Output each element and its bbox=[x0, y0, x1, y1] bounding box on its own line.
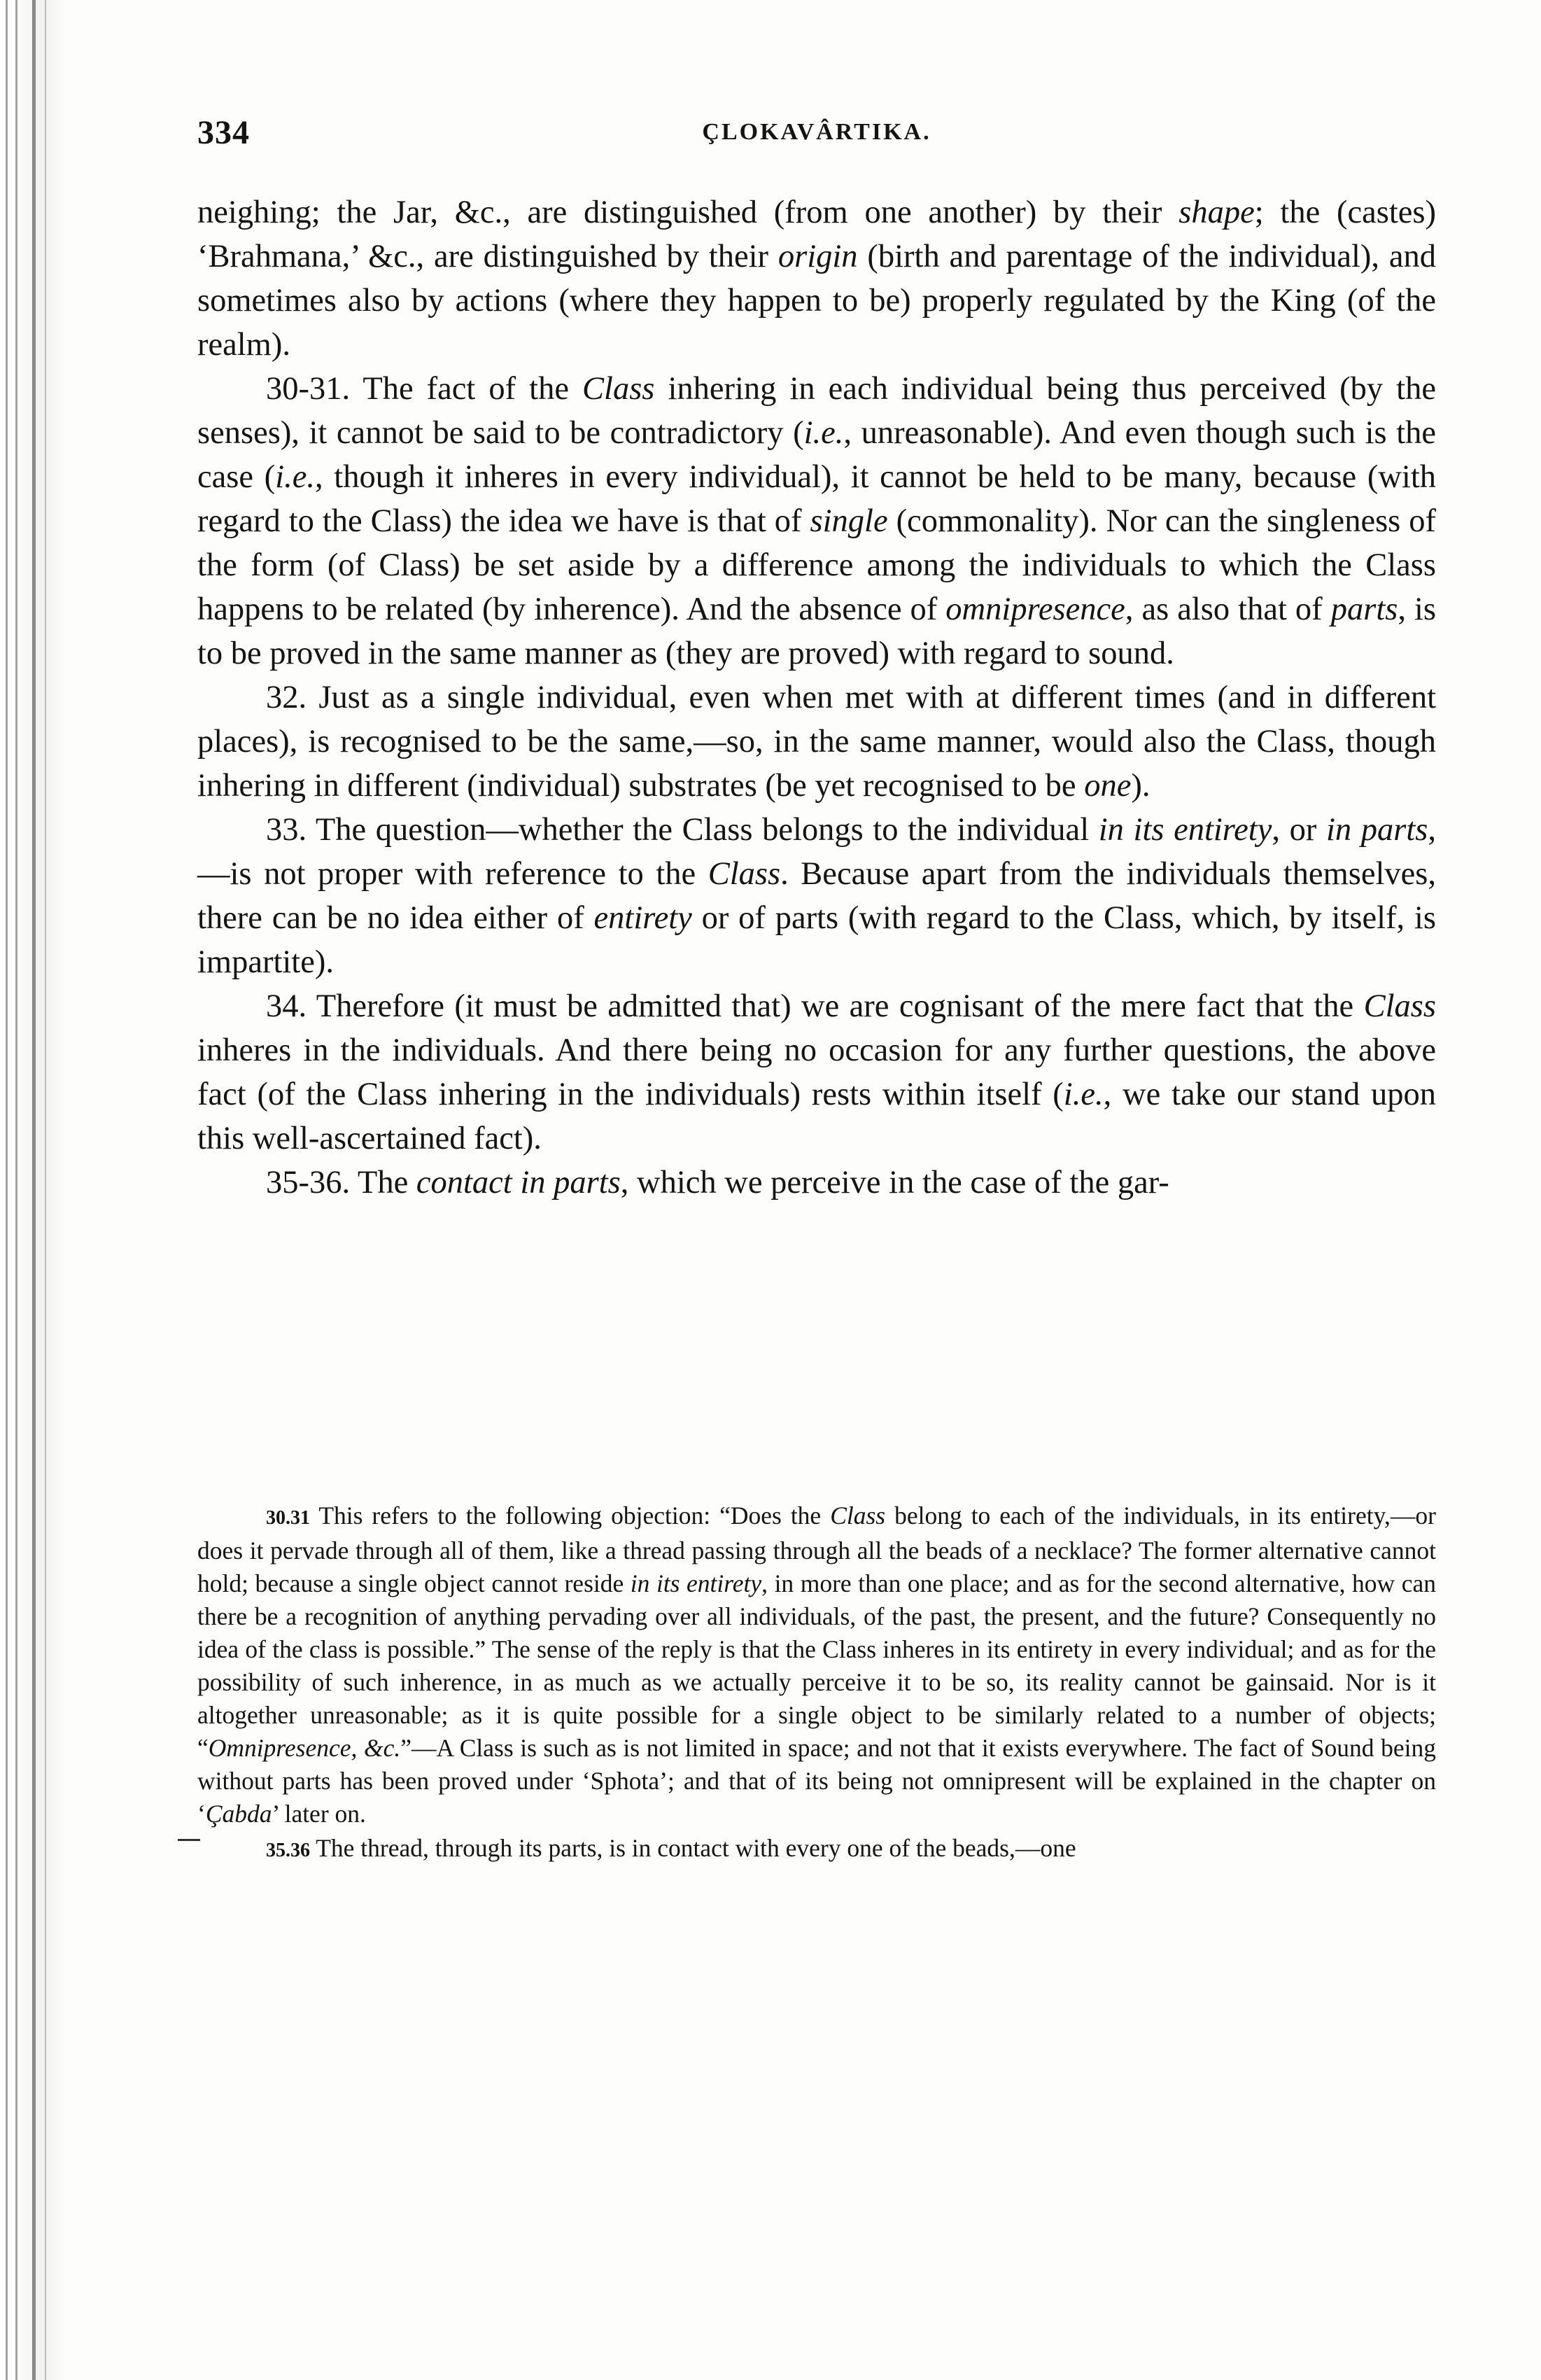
italic-text: i.e. bbox=[1063, 1077, 1104, 1112]
text-run: neighing; the Jar, &c., are distinguished (from one another) by their bbox=[197, 195, 1179, 230]
gutter-line bbox=[15, 0, 17, 2380]
text-run: The thread, through its parts, is in contact with every one of the beads,—one bbox=[310, 1834, 1076, 1862]
text-run: inheres in the individuals. And there being no occasion for any further questions, the above fact (of the Class inhering in the individuals) rests within itself ( bbox=[197, 1032, 1436, 1112]
book-binding-edge bbox=[0, 0, 63, 2380]
verse-number: 35-36. bbox=[266, 1165, 351, 1200]
italic-text: i.e. bbox=[803, 415, 844, 451]
italic-text: omnipresence bbox=[945, 592, 1125, 627]
footnote-marker: 35.36 bbox=[266, 1840, 310, 1861]
text-run: , which we perceive in the case of the gar- bbox=[620, 1165, 1169, 1200]
text-run: . Because apart from the individuals themselves, there can be no idea either of bbox=[197, 856, 1437, 936]
italic-text: Class bbox=[830, 1502, 886, 1530]
text-run: ; the (castes) ‘Brahmana,’ &c., are distinguished by their bbox=[197, 195, 1436, 274]
paragraph-continuation bbox=[197, 190, 1436, 367]
running-title: ÇLOKAVÂRTIKA. bbox=[702, 119, 931, 145]
verse-32 bbox=[197, 676, 1436, 808]
footnote-rule bbox=[178, 1839, 200, 1841]
italic-text: Class bbox=[1363, 988, 1436, 1024]
footnote-30-31 bbox=[197, 1499, 1436, 1830]
verse-33 bbox=[197, 808, 1436, 984]
verse-30-31 bbox=[197, 367, 1436, 676]
italic-text: entirety bbox=[593, 900, 692, 936]
italic-text: Class bbox=[708, 856, 781, 892]
text-run: Therefore (it must be admitted that) we are cognisant of the mere fact that the bbox=[307, 988, 1364, 1024]
italic-text: contact in parts bbox=[416, 1165, 621, 1200]
text-run: , is to be proved in the same manner as (they are proved) with regard to sound. bbox=[197, 592, 1437, 671]
verse-34 bbox=[197, 984, 1436, 1161]
text-run: The fact of the bbox=[350, 371, 583, 407]
text-run: The bbox=[350, 1165, 416, 1200]
page-number: 334 bbox=[197, 114, 250, 151]
text-run: inhering in each individual being thus perceived (by the senses), it cannot be said to be contradictory ( bbox=[197, 371, 1436, 451]
verse-35-36 bbox=[197, 1161, 1436, 1205]
footnote-marker: 30.31 bbox=[266, 1507, 310, 1529]
italic-text: shape bbox=[1178, 195, 1255, 230]
italic-text: in its entirety bbox=[1098, 812, 1272, 848]
italic-text: single bbox=[810, 503, 888, 539]
verse-number: 33. bbox=[266, 812, 307, 848]
gutter-line bbox=[45, 0, 46, 2380]
italic-text: one bbox=[1084, 768, 1132, 804]
text-run: This refers to the following objection: “Does the bbox=[310, 1502, 831, 1530]
footnote-35-36 bbox=[197, 1832, 1436, 1867]
text-run: (commonality). Nor can the singleness of the form (of Class) be set aside by a difference among the individuals to which the Class happens to be related (by inherence). And the absence of bbox=[197, 503, 1436, 627]
text-run: ”—A Class is such as is not limited in space; and not that it exists everywhere. The fact of Sound being without parts has been proved under ‘Sphota’; and that of its being not omnipresent will be explained in the chapter on ‘ bbox=[197, 1734, 1436, 1828]
text-run: or of parts (with regard to the Class, which, by itself, is impartite). bbox=[197, 900, 1436, 980]
italic-text: i.e. bbox=[275, 459, 315, 495]
text-run: ’ later on. bbox=[272, 1800, 366, 1828]
verse-number: 30-31. bbox=[266, 371, 351, 407]
text-run: , or bbox=[1272, 812, 1326, 848]
text-run: , in more than one place; and as for the second alternative, how can there be a recognition of anything pervading over all individuals, of the past, the present, and the future? Consequently no idea of the class is possible.” The sense of the reply is that the Class inheres in its entirety in every individual; and as for the possibility of such inherence, in as much as we actually perceive it to be so, its reality cannot be gainsaid. Nor is it altogether unreasonable; as it is quite possible for a single object to be similarly related to a number of objects; “ bbox=[197, 1569, 1436, 1762]
page-header bbox=[197, 113, 1436, 169]
text-run: , unreasonable). And even though such is the case ( bbox=[197, 415, 1436, 495]
text-run: , we take our stand upon this well-ascertained fact). bbox=[197, 1077, 1436, 1156]
text-run: ,—is not proper with reference to the bbox=[197, 812, 1436, 892]
italic-text: parts bbox=[1330, 592, 1398, 627]
verse-number: 34. bbox=[266, 988, 307, 1024]
verse-number: 32. bbox=[266, 680, 307, 715]
italic-text: in its entirety bbox=[630, 1569, 762, 1597]
gutter-line bbox=[32, 0, 36, 2380]
italic-text: origin bbox=[777, 239, 858, 274]
main-text bbox=[197, 190, 1436, 1205]
gutter-line bbox=[6, 0, 8, 2380]
text-run: , as also that of bbox=[1125, 592, 1331, 627]
italic-text: Class bbox=[582, 371, 655, 407]
footnotes bbox=[197, 1499, 1436, 1868]
text-run: , though it inheres in every individual), it cannot be held to be many, because (with regard to the Class) the idea we have is that of bbox=[197, 459, 1437, 539]
text-run: ). bbox=[1131, 768, 1151, 804]
text-run: Just as a single individual, even when met with at different times (and in different places), is recognised to be the same,—so, in the same manner, would also the Class, though inhering in different (individual) substrates (be yet recognised to be bbox=[197, 680, 1436, 804]
text-run: The question—whether the Class belongs to the individual bbox=[307, 812, 1099, 848]
italic-text: Çabda bbox=[205, 1800, 272, 1828]
text-run: belong to each of the individuals, in its entirety,—or does it pervade through all of them, like a thread passing through all the beads of a necklace? The former alternative cannot hold; because a single object cannot reside bbox=[197, 1502, 1437, 1597]
text-run: (birth and parentage of the individual), and sometimes also by actions (where they happen to be) properly regulated by the King (of the realm). bbox=[197, 239, 1436, 363]
italic-text: in parts bbox=[1325, 812, 1428, 848]
italic-text: Omnipresence, &c. bbox=[208, 1734, 401, 1762]
